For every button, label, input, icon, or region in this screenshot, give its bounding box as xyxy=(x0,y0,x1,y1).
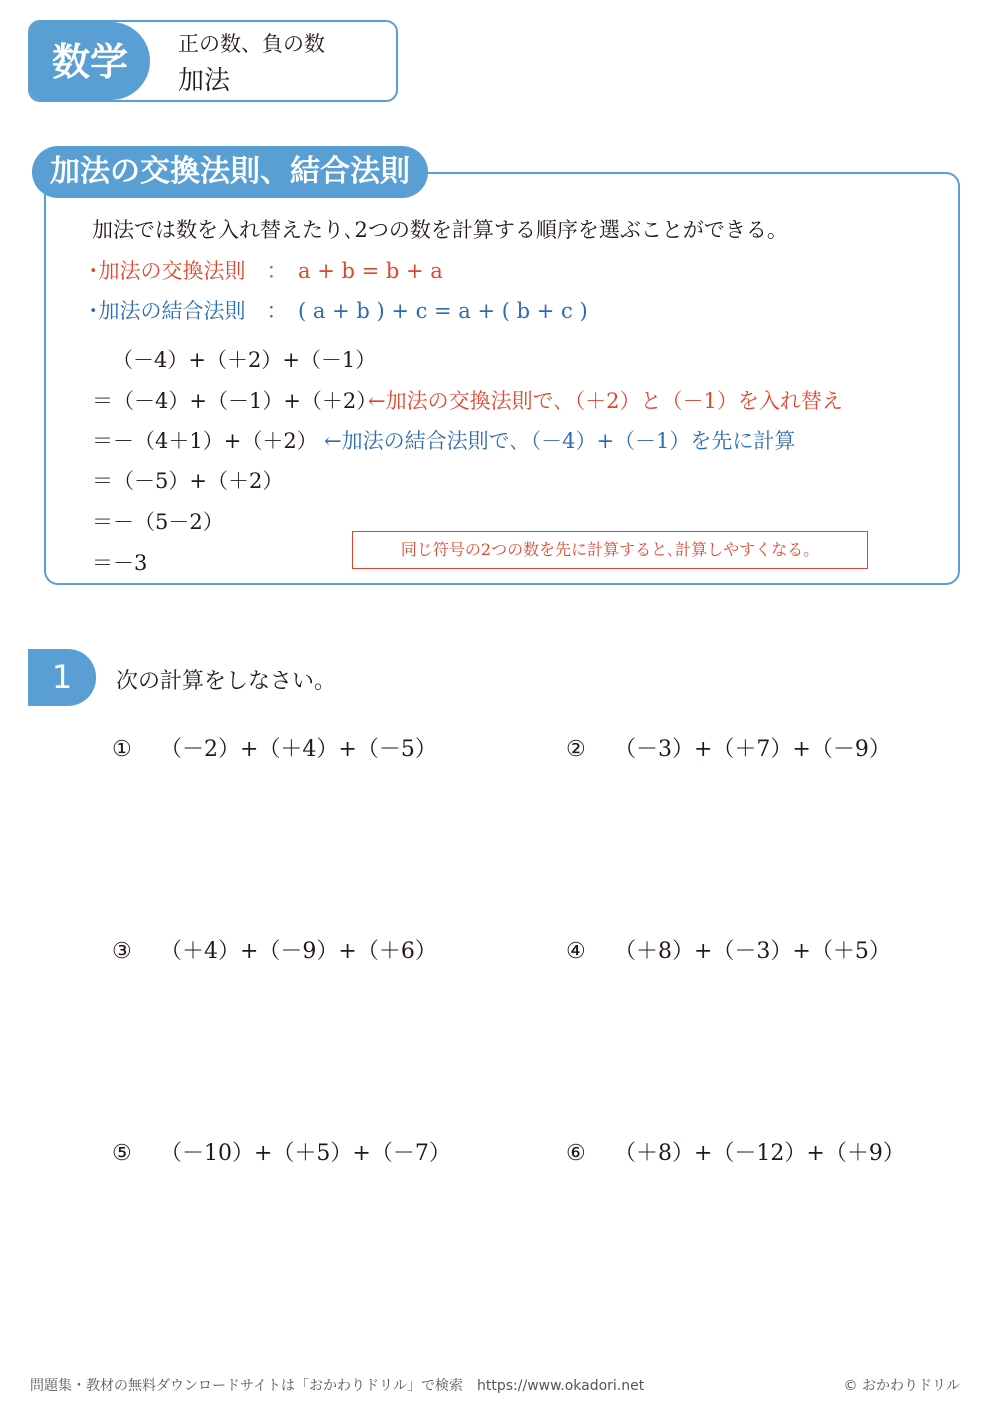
problem-expression: （－3）+（＋7）+（－9） xyxy=(614,737,891,762)
question-number: 1 xyxy=(28,649,96,706)
problem-1 xyxy=(112,732,437,763)
step1-note: ←加法の交換法則で､（＋2）と（－1）を入れ替え xyxy=(368,389,843,413)
problem-2 xyxy=(566,732,891,763)
problem-6 xyxy=(566,1136,905,1167)
problem-expression: （＋8）+（－12）+（＋9） xyxy=(614,1141,905,1166)
step2-note: ←加法の結合法則で､（－4）+（－1）を先に計算 xyxy=(324,429,796,453)
topic-label: 加法 xyxy=(178,66,231,96)
problem-expression: （－2）+（＋4）+（－5） xyxy=(160,737,437,762)
footer-credit: 問題集・教材の無料ダウンロードサイトは「おかわりドリル」で検索 https://www.okadori.net xyxy=(30,1378,645,1394)
associative-law: ･加法の結合法則 ： ( a + b ) + c = a + ( b + c ) xyxy=(88,299,588,323)
example-step-2: ＝－（4＋1）+（＋2） xyxy=(92,429,318,453)
problem-5 xyxy=(112,1136,451,1167)
example-step-3: ＝（－5）+（＋2） xyxy=(92,469,284,493)
header-card xyxy=(28,20,398,102)
problem-4 xyxy=(566,934,891,965)
example-step-4: ＝－（5－2） xyxy=(92,510,224,534)
problem-label: ③ xyxy=(112,939,132,964)
commutative-law: ･加法の交換法則 ： a + b = b + a xyxy=(88,259,443,283)
problem-label: ① xyxy=(112,737,132,762)
example-step-0: （－4）+（＋2）+（－1） xyxy=(112,348,377,372)
example-step-5: ＝－3 xyxy=(92,551,148,575)
problem-label: ⑤ xyxy=(112,1141,132,1166)
example-step-1: ＝（－4）+（－1）+（＋2） xyxy=(92,389,378,413)
problem-expression: （＋8）+（－3）+（＋5） xyxy=(614,939,891,964)
footer-copyright: © おかわりドリル xyxy=(843,1378,960,1394)
problem-label: ⑥ xyxy=(566,1141,586,1166)
problem-expression: （＋4）+（－9）+（＋6） xyxy=(160,939,437,964)
subject-label: 数学 xyxy=(30,22,150,100)
problem-label: ② xyxy=(566,737,586,762)
problem-label: ④ xyxy=(566,939,586,964)
problem-3 xyxy=(112,934,437,965)
problem-expression: （－10）+（＋5）+（－7） xyxy=(160,1141,451,1166)
question-instruction: 次の計算をしなさい。 xyxy=(116,669,337,694)
tip-note: 同じ符号の2つの数を先に計算すると､計算しやすくなる。 xyxy=(352,531,868,569)
explanation-intro: 加法では数を入れ替えたり､2つの数を計算する順序を選ぶことができる。 xyxy=(92,218,788,242)
explanation-title: 加法の交換法則、結合法則 xyxy=(32,146,428,198)
unit-label: 正の数、負の数 xyxy=(178,32,325,56)
